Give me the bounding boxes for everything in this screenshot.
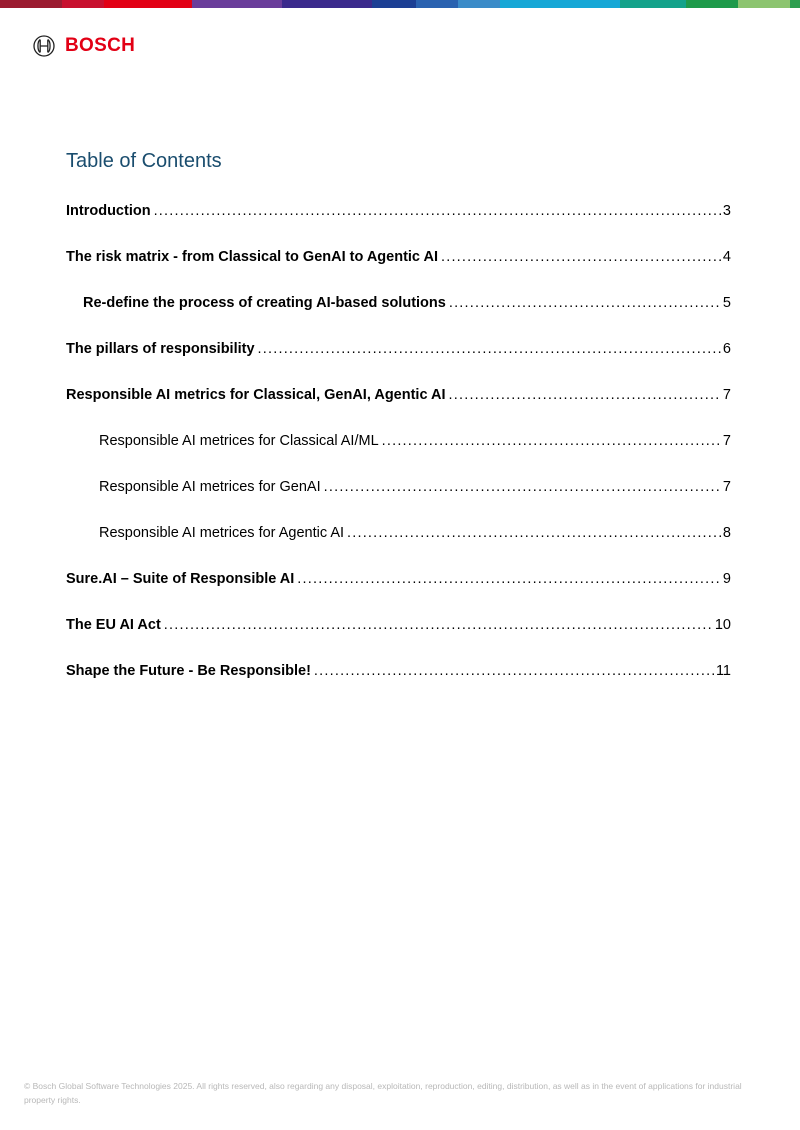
toc-entry-page: 6 xyxy=(722,341,731,357)
stripe-segment xyxy=(738,0,790,8)
toc-entry-metrices-classical[interactable] xyxy=(66,428,731,474)
toc-entry-page: 7 xyxy=(722,387,731,403)
toc-dot-leader xyxy=(382,428,721,454)
stripe-segment xyxy=(458,0,500,8)
toc-entry-introduction[interactable] xyxy=(66,198,731,244)
toc-dot-leader xyxy=(449,382,721,408)
toc-dot-leader xyxy=(314,658,714,684)
brand-supergraphic-stripe xyxy=(0,0,800,8)
toc-entry-metrices-agentic[interactable] xyxy=(66,520,731,566)
toc-entry-redefine-process[interactable] xyxy=(66,290,731,336)
toc-entry-page: 3 xyxy=(722,203,731,219)
toc-dot-leader xyxy=(258,336,721,362)
toc-list xyxy=(66,198,731,704)
toc-dot-leader xyxy=(449,290,721,316)
toc-entry-page: 4 xyxy=(722,249,731,265)
bosch-logo xyxy=(33,34,135,58)
toc-entry-risk-matrix[interactable] xyxy=(66,244,731,290)
stripe-segment xyxy=(620,0,686,8)
toc-entry-page: 5 xyxy=(722,295,731,311)
toc-entry-label: Responsible AI metrices for GenAI xyxy=(99,479,321,495)
stripe-segment xyxy=(372,0,416,8)
toc-dot-leader xyxy=(441,244,721,270)
stripe-segment xyxy=(282,0,372,8)
toc-entry-label: Responsible AI metrices for Classical AI/ML xyxy=(99,433,379,449)
toc-title: Table of Contents xyxy=(66,150,222,172)
toc-entry-label: Shape the Future - Be Responsible! xyxy=(66,663,311,679)
toc-entry-page: 7 xyxy=(722,433,731,449)
toc-entry-sure-ai[interactable] xyxy=(66,566,731,612)
copyright-footer: © Bosch Global Software Technologies 2025. All rights reserved, also regarding any disposal, exploitation, reproduction, editing, distribution, as well as in the event of applications for industrial property rights. xyxy=(24,1081,742,1105)
toc-entry-shape-the-future[interactable] xyxy=(66,658,731,704)
toc-dot-leader xyxy=(324,474,721,500)
toc-entry-label: Re-define the process of creating AI-based solutions xyxy=(83,295,446,311)
toc-entry-responsible-ai-metrics[interactable] xyxy=(66,382,731,428)
toc-dot-leader xyxy=(154,198,721,224)
toc-dot-leader xyxy=(297,566,721,592)
stripe-segment xyxy=(686,0,738,8)
toc-entry-page: 9 xyxy=(722,571,731,587)
toc-entry-page: 10 xyxy=(714,617,731,633)
stripe-segment xyxy=(104,0,192,8)
bosch-wordmark: BOSCH xyxy=(65,35,136,56)
toc-entry-metrices-genai[interactable] xyxy=(66,474,731,520)
stripe-segment xyxy=(790,0,800,8)
toc-entry-label: The EU AI Act xyxy=(66,617,161,633)
stripe-segment xyxy=(0,0,62,8)
toc-dot-leader xyxy=(347,520,721,546)
stripe-segment xyxy=(192,0,282,8)
stripe-segment xyxy=(500,0,620,8)
toc-entry-label: Introduction xyxy=(66,203,151,219)
stripe-segment xyxy=(62,0,104,8)
toc-entry-label: Sure.AI – Suite of Responsible AI xyxy=(66,571,295,587)
toc-entry-label: Responsible AI metrices for Agentic AI xyxy=(99,525,345,541)
bosch-armature-icon xyxy=(33,35,55,57)
toc-entry-page: 8 xyxy=(722,525,731,541)
toc-dot-leader xyxy=(164,612,713,638)
stripe-segment xyxy=(416,0,458,8)
toc-entry-page: 7 xyxy=(722,479,731,495)
toc-entry-label: Responsible AI metrics for Classical, GenAI, Agentic AI xyxy=(66,387,446,403)
toc-entry-label: The risk matrix - from Classical to GenAI to Agentic AI xyxy=(66,249,438,265)
toc-entry-eu-ai-act[interactable] xyxy=(66,612,731,658)
toc-entry-pillars[interactable] xyxy=(66,336,731,382)
toc-entry-page: 11 xyxy=(715,663,731,679)
toc-entry-label: The pillars of responsibility xyxy=(66,341,255,357)
